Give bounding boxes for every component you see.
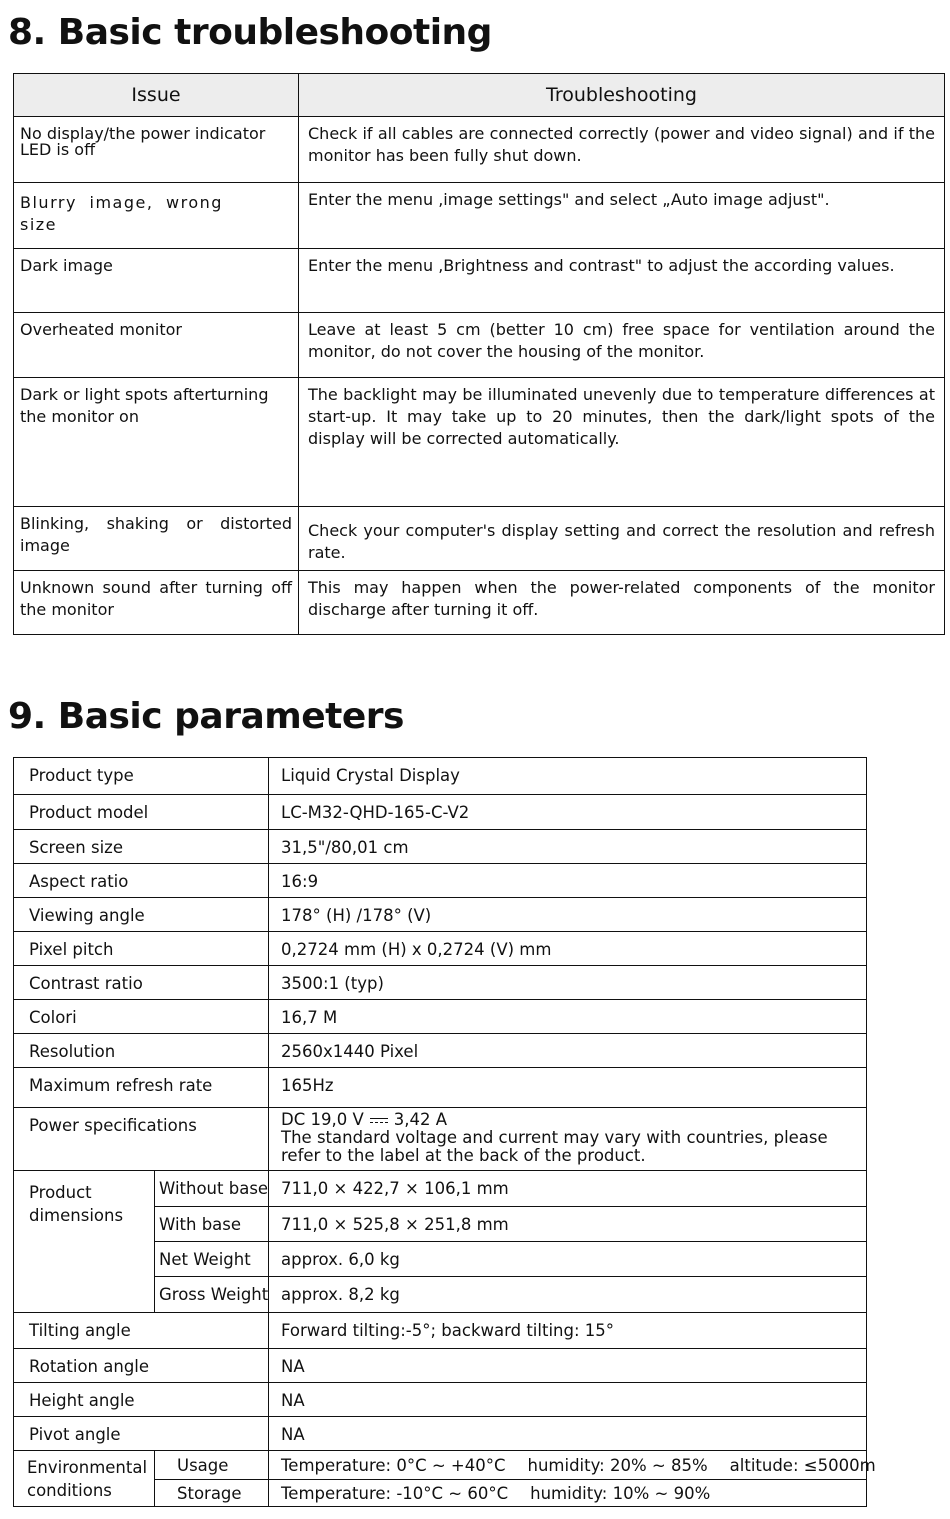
- param-value: 711,0 × 422,7 × 106,1 mm: [269, 1171, 867, 1207]
- usage-humidity: humidity: 20% ~ 85%: [527, 1455, 708, 1475]
- table-row: [14, 249, 945, 313]
- param-row-without-base: [14, 1171, 867, 1207]
- header-issue: Issue: [14, 74, 299, 117]
- param-label-dimensions: [14, 1171, 155, 1313]
- storage-temperature: Temperature: -10°C ~ 60°C: [281, 1483, 509, 1503]
- param-value: [269, 1451, 876, 1480]
- parameters-table: [13, 757, 876, 1507]
- usage-altitude: altitude: ≤5000m: [729, 1455, 876, 1475]
- table-header-row: [14, 74, 945, 117]
- power-note: The standard voltage and current may vary with countries, please refer to the label at the back of the product.: [281, 1128, 828, 1165]
- power-voltage: DC 19,0 V: [281, 1110, 364, 1129]
- param-value: approx. 8,2 kg: [269, 1277, 867, 1313]
- param-value: 165Hz: [269, 1068, 867, 1108]
- param-row-pixel-pitch: [14, 932, 867, 966]
- param-label: Product model: [14, 795, 269, 830]
- param-label: Height angle: [14, 1383, 269, 1417]
- usage-temperature: Temperature: 0°C ~ +40°C: [281, 1455, 506, 1475]
- param-row-pivot-angle: [14, 1417, 867, 1451]
- param-label: Resolution: [14, 1034, 269, 1068]
- section-8-title: 8. Basic troubleshooting: [8, 12, 492, 53]
- issue-text: Dark or light spots afterturning the monitor on: [20, 385, 269, 426]
- param-label: Screen size: [14, 830, 269, 864]
- troubleshooting-table: [13, 73, 945, 635]
- param-sublabel: Usage: [155, 1451, 269, 1480]
- dimensions-label: Product dimensions: [29, 1183, 124, 1225]
- param-sublabel: Gross Weight: [155, 1277, 269, 1313]
- param-label: Pivot angle: [14, 1417, 269, 1451]
- param-row-env-usage: [14, 1451, 867, 1480]
- param-value: 0,2724 mm (H) x 0,2724 (V) mm: [269, 932, 867, 966]
- param-label: Tilting angle: [14, 1313, 269, 1349]
- param-value: 3500:1 (typ): [269, 966, 867, 1000]
- param-sublabel: Storage: [155, 1479, 269, 1506]
- issue-cell: [14, 378, 299, 507]
- param-row-rotation-angle: [14, 1349, 867, 1383]
- param-label: Colori: [14, 1000, 269, 1034]
- param-label: Aspect ratio: [14, 864, 269, 898]
- param-value: LC-M32-QHD-165-C-V2: [269, 795, 867, 830]
- param-value: [269, 1108, 867, 1171]
- param-row-screen-size: [14, 830, 867, 864]
- table-row: [14, 313, 945, 378]
- param-label: Power specifications: [14, 1108, 269, 1171]
- param-value: [269, 1479, 867, 1506]
- table-row: [14, 378, 945, 507]
- param-sublabel: Without base: [155, 1171, 269, 1207]
- param-label: Contrast ratio: [14, 966, 269, 1000]
- param-sublabel: With base: [155, 1207, 269, 1242]
- solution-cell: Leave at least 5 cm (better 10 cm) free space for ventilation around the monitor, do not cover the housing of the monitor.: [299, 313, 945, 378]
- param-label-environment: [14, 1451, 155, 1507]
- issue-cell: Unknown sound after turning off the monitor: [14, 571, 299, 635]
- solution-cell: This may happen when the power-related components of the monitor discharge after turning it off.: [299, 571, 945, 635]
- dc-symbol-icon: [370, 1117, 388, 1125]
- issue-text: No display/the power indicator LED is off: [20, 124, 266, 159]
- param-value: approx. 6,0 kg: [269, 1242, 867, 1277]
- issue-cell: Overheated monitor: [14, 313, 299, 378]
- header-troubleshooting: Troubleshooting: [299, 74, 945, 117]
- param-value: NA: [269, 1349, 867, 1383]
- param-row-height-angle: [14, 1383, 867, 1417]
- param-row-product-type: [14, 758, 867, 795]
- param-label: Maximum refresh rate: [14, 1068, 269, 1108]
- param-value: 16,7 M: [269, 1000, 867, 1034]
- param-row-contrast-ratio: [14, 966, 867, 1000]
- solution-cell: Check your computer's display setting and correct the resolution and refresh rate.: [299, 507, 945, 571]
- issue-cell: [14, 183, 299, 249]
- solution-cell: Enter the menu ‚image settings" and select „Auto image adjust".: [299, 183, 945, 249]
- param-sublabel: Net Weight: [155, 1242, 269, 1277]
- param-row-colori: [14, 1000, 867, 1034]
- table-row: [14, 507, 945, 571]
- param-value: 178° (H) /178° (V): [269, 898, 867, 932]
- environment-label: Environmental conditions: [27, 1458, 148, 1500]
- solution-cell: The backlight may be illuminated unevenly due to temperature differences at start-up. It may take up to 20 minutes, then the dark/light spots of the display will be corrected automatically.: [299, 378, 945, 507]
- param-label: Product type: [14, 758, 269, 795]
- param-row-tilting-angle: [14, 1313, 867, 1349]
- table-row: [14, 117, 945, 183]
- param-row-refresh-rate: [14, 1068, 867, 1108]
- param-value: Liquid Crystal Display: [269, 758, 867, 795]
- param-value: 711,0 × 525,8 × 251,8 mm: [269, 1207, 867, 1242]
- table-row: [14, 183, 945, 249]
- param-value: Forward tilting:-5°; backward tilting: 15°: [269, 1313, 867, 1349]
- param-row-power: [14, 1108, 867, 1171]
- solution-cell: Enter the menu ‚Brightness and contrast" to adjust the according values.: [299, 249, 945, 313]
- table-row: [14, 571, 945, 635]
- param-label: Pixel pitch: [14, 932, 269, 966]
- param-row-viewing-angle: [14, 898, 867, 932]
- param-row-product-model: [14, 795, 867, 830]
- param-value: 31,5"/80,01 cm: [269, 830, 867, 864]
- issue-cell: [14, 117, 299, 183]
- power-current: 3,42 A: [393, 1110, 448, 1129]
- param-value: NA: [269, 1417, 867, 1451]
- param-value: NA: [269, 1383, 867, 1417]
- param-value: 2560x1440 Pixel: [269, 1034, 867, 1068]
- param-row-resolution: [14, 1034, 867, 1068]
- issue-text: Blurry image, wrong size: [20, 193, 223, 234]
- param-label: Viewing angle: [14, 898, 269, 932]
- storage-humidity: humidity: 10% ~ 90%: [530, 1483, 711, 1503]
- issue-cell: Blinking, shaking or distorted image: [14, 507, 299, 571]
- param-value: 16:9: [269, 864, 867, 898]
- param-row-aspect-ratio: [14, 864, 867, 898]
- solution-cell: Check if all cables are connected correctly (power and video signal) and if the monitor has been fully shut down.: [299, 117, 945, 183]
- power-line: [281, 1111, 858, 1129]
- issue-cell: Dark image: [14, 249, 299, 313]
- param-label: Rotation angle: [14, 1349, 269, 1383]
- section-9-title: 9. Basic parameters: [8, 696, 404, 737]
